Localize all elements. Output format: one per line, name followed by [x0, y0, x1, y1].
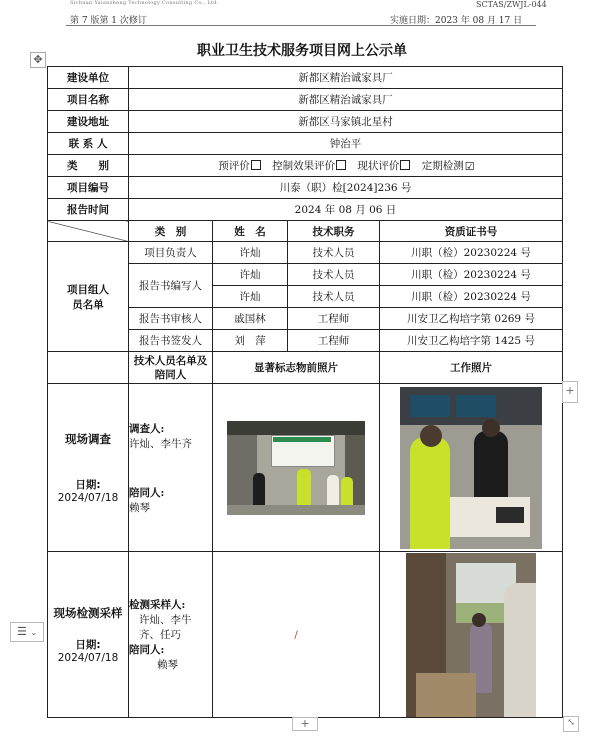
staff-cert: 川职（检）20230224 号 — [380, 286, 563, 308]
staff-group-label: 项目组人员名单 — [48, 242, 129, 352]
category-options — [129, 155, 563, 177]
address-value: 新都区马家镇北星村 — [129, 111, 563, 133]
col-header-name: 姓 名 — [213, 221, 288, 242]
resize-icon: ⤡ — [567, 718, 575, 728]
table-menu-button[interactable] — [10, 622, 44, 642]
checked-checkbox-icon: ☑ — [464, 160, 475, 173]
staff-name: 许灿 — [213, 242, 288, 264]
staff-role: 报告书编写人 — [129, 264, 213, 308]
effective-date: 实施日期：2023 年 08 月 17 日 — [390, 16, 523, 26]
staff-title: 技术人员 — [288, 242, 380, 264]
unit-value: 新都区精治诚家具厂 — [129, 67, 563, 89]
notice-table — [47, 66, 563, 718]
staff-cert: 川安卫乙构培字第 1425 号 — [380, 330, 563, 352]
category-option: 现状评价 — [357, 160, 410, 172]
contact-value: 钟治平 — [129, 133, 563, 155]
landmark-photo-cell — [213, 384, 380, 552]
staff-title: 技术人员 — [288, 286, 380, 308]
category-option: 定期检测☑ — [421, 160, 475, 173]
table-resize-handle[interactable] — [563, 716, 579, 732]
table-menu-icon: ☰ — [16, 625, 27, 638]
contact-label: 联 系 人 — [48, 133, 129, 155]
plus-icon: + — [565, 384, 575, 397]
checkbox-icon — [251, 160, 261, 170]
project-value: 新都区精治诚家具厂 — [129, 89, 563, 111]
category-option: 预评价 — [218, 160, 261, 172]
investigators: 许灿、李牛齐 — [129, 437, 192, 450]
doc-code: SCTAS/ZWJL-044 — [476, 0, 547, 9]
survey-cell — [48, 384, 129, 552]
work-photo-cell — [380, 384, 563, 552]
sampling-people-cell — [129, 552, 213, 718]
sampling-companion: 赖琴 — [157, 659, 178, 671]
sampling-date-label: 日期: — [75, 639, 101, 651]
category-option: 控制效果评价 — [272, 160, 346, 172]
photo-header-staff: 技术人员名单及陪同人 — [129, 352, 213, 384]
chevron-down-icon: ⌄ — [30, 628, 38, 637]
code-value: 川泰（职）检[2024]236 号 — [129, 177, 563, 199]
sampling-photo-cell — [380, 552, 563, 718]
staff-name: 戚国林 — [213, 308, 288, 330]
staff-title: 技术人员 — [288, 264, 380, 286]
staff-role: 项目负责人 — [129, 242, 213, 264]
unit-label: 建设单位 — [48, 67, 129, 89]
col-header-category: 类 别 — [129, 221, 213, 242]
sampling-companion-label: 陪同人: — [129, 644, 165, 656]
add-row-button[interactable] — [292, 717, 318, 731]
samplers: 许灿、李牛齐、任巧 — [139, 614, 192, 641]
staff-title: 工程师 — [288, 308, 380, 330]
survey-date-label: 日期: — [75, 479, 101, 491]
checkbox-icon — [336, 160, 346, 170]
address-label: 建设地址 — [48, 111, 129, 133]
photo-header-work: 工作照片 — [380, 352, 563, 384]
staff-name: 刘 萍 — [213, 330, 288, 352]
survey-companion: 赖琴 — [129, 501, 150, 514]
work-photo — [400, 387, 542, 549]
sampling-landmark-cell — [213, 552, 380, 718]
move-icon: ✥ — [33, 53, 43, 66]
category-label: 类 别 — [48, 155, 129, 177]
report-time-label: 报告时间 — [48, 199, 129, 221]
col-header-title: 技术职务 — [288, 221, 380, 242]
staff-role: 报告书审核人 — [129, 308, 213, 330]
sampling-label: 现场检测采样 — [53, 606, 123, 620]
staff-title: 工程师 — [288, 330, 380, 352]
project-label: 项目名称 — [48, 89, 129, 111]
col-header-cert: 资质证书号 — [380, 221, 563, 242]
staff-cert: 川职（检）20230224 号 — [380, 242, 563, 264]
plus-icon: + — [300, 717, 310, 730]
add-column-button[interactable] — [562, 381, 578, 403]
blank-cell — [48, 352, 129, 384]
sampling-cell — [48, 552, 129, 718]
not-applicable-mark: / — [294, 629, 298, 641]
survey-companion-label: 陪同人: — [129, 486, 165, 499]
photo-header-landmark: 显著标志物前照片 — [213, 352, 380, 384]
sampling-date: 2024/07/18 — [57, 652, 119, 664]
staff-cert: 川职（检）20230224 号 — [380, 264, 563, 286]
landmark-photo — [227, 421, 365, 515]
checkbox-icon — [400, 160, 410, 170]
sampling-photo — [406, 553, 536, 717]
survey-people-cell — [129, 384, 213, 552]
investigator-label: 调查人: — [129, 422, 165, 435]
code-label: 项目编号 — [48, 177, 129, 199]
survey-date: 2024/07/18 — [57, 492, 119, 504]
staff-role: 报告书签发人 — [129, 330, 213, 352]
report-time-value: 2024 年 08 月 06 日 — [129, 199, 563, 221]
sampler-label: 检测采样人: — [129, 599, 186, 611]
survey-label: 现场调查 — [65, 432, 111, 446]
company-logo-text: Sichuan Yaianzheng Technology Consulting Co., Ltd. — [70, 0, 219, 6]
staff-name: 许灿 — [213, 286, 288, 308]
header-divider — [66, 25, 536, 26]
staff-name: 许灿 — [213, 264, 288, 286]
page-title: 职业卫生技术服务项目网上公示单 — [197, 43, 407, 59]
diagonal-cell — [48, 221, 129, 242]
revision-text: 第 7 版第 1 次修订 — [70, 16, 147, 26]
staff-cert: 川安卫乙构培字第 0269 号 — [380, 308, 563, 330]
